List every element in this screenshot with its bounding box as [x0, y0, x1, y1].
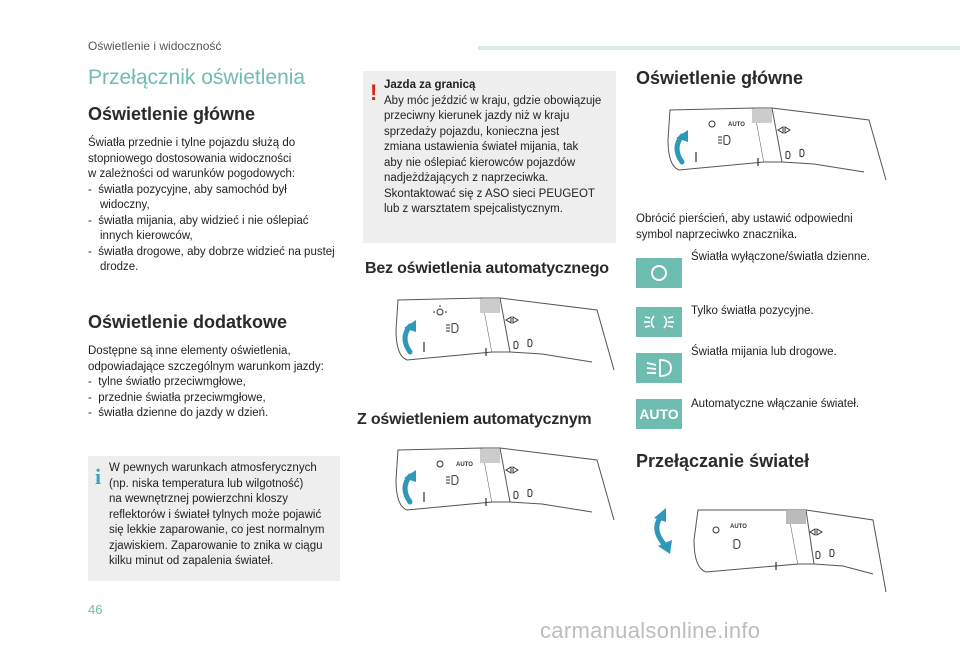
page-number: 46	[88, 602, 103, 617]
warning-title: Jazda za granicą	[384, 79, 476, 91]
bullet-item: - światła drogowe, aby dobrze widzieć na pustej drodze.	[88, 245, 335, 273]
info-text	[109, 461, 339, 570]
heading-main-lighting-right: Oświetlenie główne	[636, 68, 804, 88]
icon-label: Światła mijania lub drogowe.	[691, 346, 837, 358]
text-line: zjawiskiem. Zaparowanie to znika w ciągu	[109, 539, 323, 552]
bullet-item: - tylne światło przeciwmgłowe,	[88, 376, 246, 388]
bullet-item: - przednie światła przeciwmgłowe,	[88, 391, 266, 404]
off-circle-icon	[636, 258, 682, 288]
icon-label: Światła wyłączone/światła dzienne.	[691, 251, 870, 263]
extra-lighting-text	[88, 344, 343, 422]
svg-text:AUTO: AUTO	[728, 122, 745, 128]
text-line: na wewnętrznej powierzchni kloszy	[109, 493, 288, 505]
heading-no-auto: Bez oświetlenia automatycznego	[365, 260, 609, 277]
stalk-illustration-main	[664, 100, 889, 200]
watermark: carmanualsonline.info	[540, 618, 761, 643]
stalk-illustration-manual	[392, 290, 617, 390]
section-header: Oświetlenie i widoczność	[88, 39, 222, 53]
text-line: reflektorów i świateł tylnych może pojawić	[109, 508, 322, 521]
text-line: nadjeżdżających z naprzeciwka.	[384, 172, 549, 184]
text-line: lub z warsztatem spejcalistycznym.	[384, 203, 563, 215]
bullet-item: - światła dzienne do jazdy w dzień.	[88, 407, 269, 419]
heading-auto: Z oświetleniem automatycznym	[357, 411, 592, 428]
bullet-item: - światła pozycyjne, aby samochód był widoczny,	[88, 183, 287, 211]
text-line: przeciwny kierunek jazdy niż w kraju	[384, 110, 570, 122]
text-line: Skontaktować się z ASO sieci PEUGEOT	[384, 187, 595, 200]
warning-text	[384, 78, 614, 218]
heading-main-lighting-left: Oświetlenie główne	[88, 104, 256, 124]
text-line: Dostępne są inne elementy oświetlenia,	[88, 345, 291, 357]
headlight-icon	[636, 353, 682, 383]
text-line: symbol naprzeciwko znacznika.	[636, 228, 798, 241]
text-line: stopniowego dostosowania widoczności	[88, 152, 292, 165]
auto-icon: AUTO	[636, 399, 682, 429]
heading-extra-lighting: Oświetlenie dodatkowe	[88, 312, 288, 332]
heading-switching: Przełączanie świateł	[636, 451, 810, 471]
text-line: aby nie oślepiać kierowców pojazdów	[384, 156, 576, 169]
header-bar	[478, 46, 960, 50]
stalk-illustration-auto	[392, 440, 617, 540]
stalk-illustration-switching	[648, 500, 888, 600]
main-lighting-text	[88, 136, 338, 276]
svg-text:AUTO: AUTO	[456, 462, 473, 468]
info-icon: i	[95, 464, 102, 489]
text-line: odpowiadające szczególnym warunkom jazdy:	[88, 360, 324, 373]
text-line: w zależności od warunków pogodowych:	[88, 168, 296, 180]
text-line: Aby móc jeździć w kraju, gdzie obowiązuje	[384, 94, 602, 107]
text-line: (np. niska temperatura lub wilgotność)	[109, 477, 304, 490]
svg-text:AUTO: AUTO	[730, 524, 747, 530]
text-line: Obrócić pierścień, aby ustawić odpowiedni	[636, 213, 853, 225]
page-title: Przełącznik oświetlenia	[88, 66, 306, 89]
text-line: sprzedaży pojazdu, konieczna jest	[384, 125, 560, 138]
text-line: zmiana ustawienia świateł mijania, tak	[384, 141, 579, 153]
icon-label: Tylko światła pozycyjne.	[691, 305, 814, 317]
position-lights-icon	[636, 307, 682, 337]
text-line: Światła przednie i tylne pojazdu służą do	[88, 137, 296, 149]
text-line: kilku minut od zapalenia świateł.	[109, 555, 274, 567]
bullet-item: - światła mijania, aby widzieć i nie oślepiać innych kierowców,	[88, 214, 309, 242]
text-line: się lekkie zaparowanie, co jest normalnym	[109, 524, 325, 536]
warning-icon: !	[370, 80, 378, 105]
icon-label: Automatyczne włączanie świateł.	[691, 398, 860, 410]
ring-text	[636, 212, 896, 243]
text-line: W pewnych warunkach atmosferycznych	[109, 462, 317, 474]
